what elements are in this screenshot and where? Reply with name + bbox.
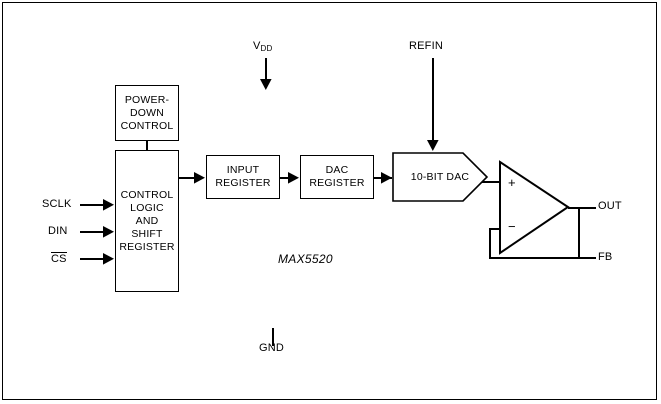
wire-fb-down <box>578 207 580 258</box>
wire-sclk <box>80 204 108 206</box>
vdd-text: V <box>253 40 261 52</box>
pin-label-cs <box>51 252 67 265</box>
dac-10bit-label: 10-BIT DAC <box>410 171 470 183</box>
pin-label-sclk: SCLK <box>42 198 72 210</box>
cs-text: CS <box>51 253 67 265</box>
pd-line-1: POWER- <box>124 93 170 106</box>
input-reg-line-1: INPUT <box>226 164 260 176</box>
wire-input-to-dacreg <box>280 177 293 179</box>
wire-vdd-inner <box>265 66 267 88</box>
wire-din <box>80 231 108 233</box>
block-power-down-control <box>115 85 179 141</box>
wire-fb-to-pin <box>578 257 596 259</box>
ctrl-line-4: SHIFT <box>131 227 163 240</box>
ctrl-line-2: LOGIC <box>130 201 164 214</box>
pin-label-vdd <box>253 40 273 53</box>
block-control-logic <box>115 150 179 292</box>
block-dac-register <box>300 155 374 199</box>
wire-refin <box>432 58 434 144</box>
opamp-plus-sign: + <box>508 175 516 190</box>
wire-opamp-out <box>568 207 596 209</box>
pin-label-din: DIN <box>48 225 68 237</box>
chip-name-label: MAX5520 <box>278 252 333 266</box>
pd-line-2: DOWN <box>129 106 165 119</box>
ctrl-line-3: AND <box>135 214 159 227</box>
opamp-minus-sign: − <box>508 219 516 234</box>
dac-reg-line-2: REGISTER <box>309 177 365 189</box>
wire-dacreg-to-dac <box>374 177 392 179</box>
wire-ctrl-to-input <box>179 177 198 179</box>
wire-fb-left <box>489 257 579 259</box>
pin-label-out: OUT <box>598 200 622 212</box>
ctrl-line-5: REGISTER <box>119 240 175 253</box>
vdd-subscript: DD <box>260 44 273 53</box>
pin-label-refin: REFIN <box>409 40 443 52</box>
dac-reg-line-1: DAC <box>325 164 349 176</box>
input-reg-line-2: REGISTER <box>215 177 271 189</box>
wire-cs <box>80 258 108 260</box>
pd-line-3: CONTROL <box>120 119 174 132</box>
block-input-register <box>206 155 280 199</box>
block-10bit-dac <box>392 152 488 202</box>
pin-label-fb: FB <box>598 251 613 263</box>
wire-fb-up <box>489 228 491 258</box>
pin-label-gnd: GND <box>259 342 285 354</box>
ctrl-line-1: CONTROL <box>120 188 174 201</box>
